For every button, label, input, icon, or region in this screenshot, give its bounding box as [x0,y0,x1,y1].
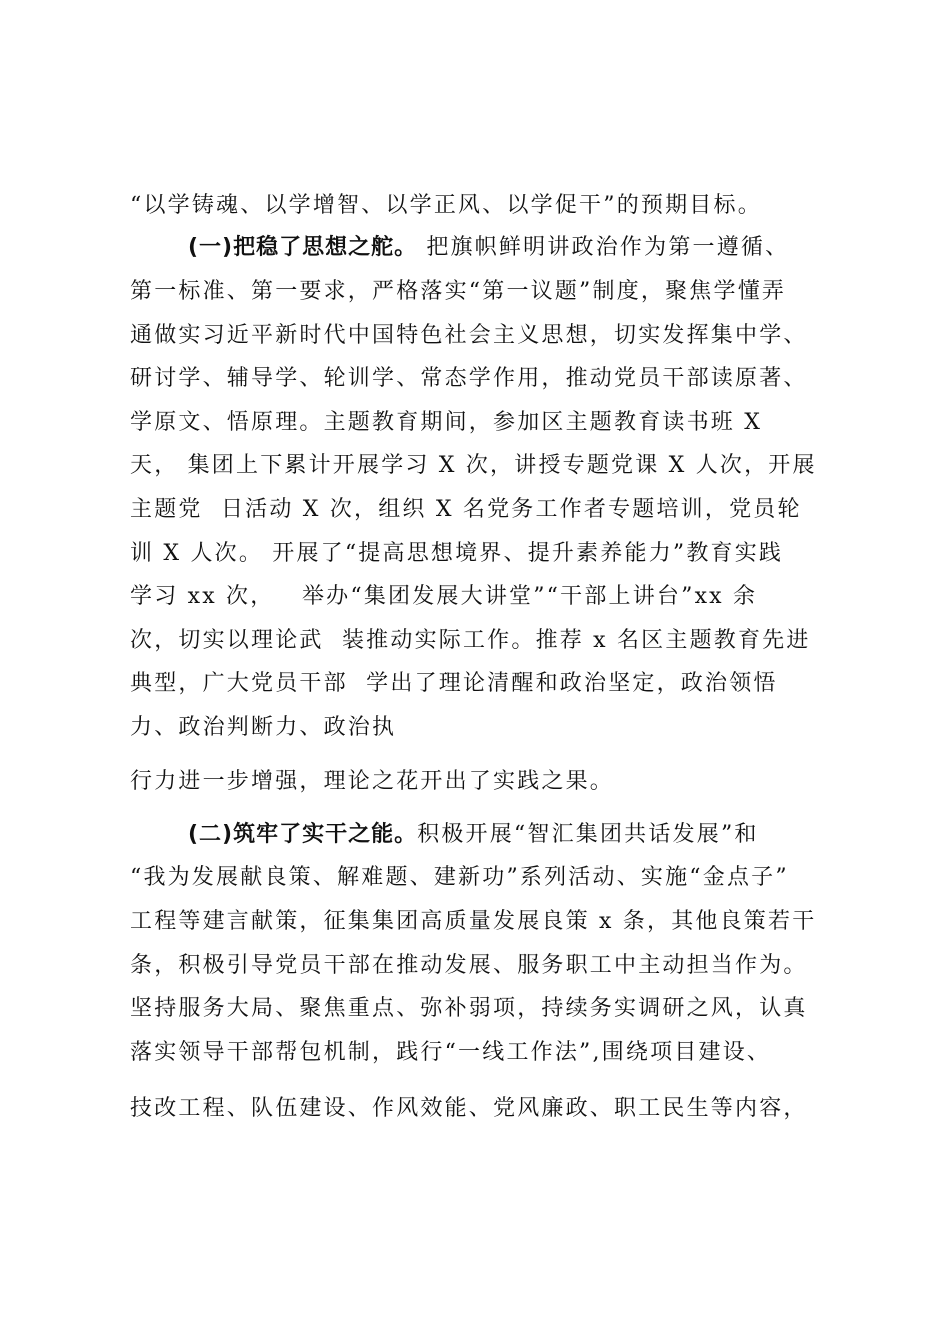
section1-first-line [188,233,789,263]
section1-line: 学原文、悟原理。主题教育期间，参加区主题教育读书班 X [130,410,763,435]
section1-line: 第一标准、第一要求，严格落实“第一议题”制度，聚焦学懂弄 [130,279,787,304]
section1-line: 研讨学、辅导学、轮训学、常态学作用，推动党员干部读原著、 [130,366,808,391]
intro-line: “以学铸魂、以学增智、以学正风、以学促干”的预期目标。 [130,193,762,218]
section2-first-line [188,820,759,850]
section1-line: 力、政治判断力、政治执 [130,715,397,740]
section1-line: 训 X 人次。 开展了“提高思想境界、提升素养能力”教育实践 [130,541,784,566]
section1-line: 天， 集团上下累计开展学习 X 次，讲授专题党课 X 人次，开展 [130,453,817,478]
section2-line: 工程等建言献策，征集集团高质量发展良策 x 条，其他良策若干 [130,909,817,934]
section2-line: 技改工程、队伍建设、作风效能、党风廉政、职工民生等内容， [130,1096,808,1121]
section1-line: 典型，广大党员干部 学出了理论清醒和政治坚定，政治领悟 [130,671,778,696]
section2-line: “我为发展献良策、解难题、建新功”系列活动、实施“金点子” [130,865,789,890]
section1-line: 次，切实以理论武 装推动实际工作。推荐 x 名区主题教育先进 [130,628,811,653]
section1-line: 行力进一步增强，理论之花开出了实践之果。 [130,769,615,794]
section2-first-line-text: 积极开展“智汇集团共话发展”和 [417,822,759,847]
section1-first-line-text: 把旗帜鲜明讲政治作为第一遵循、 [417,235,790,260]
section2-line: 坚持服务大局、聚焦重点、弥补弱项，持续务实调研之风，认真 [130,996,808,1021]
section2-heading: (二)筑牢了实干之能。 [188,822,418,847]
section2-line: 落实领导干部帮包机制，践行“一线工作法”,围绕项目建设、 [130,1040,772,1065]
section1-line: 主题党 日活动 X 次，组织 X 名党务工作者专题培训，党员轮 [130,497,802,522]
section1-heading: (一)把稳了思想之舵。 [188,235,418,260]
section2-line: 条，积极引导党员干部在推动发展、服务职工中主动担当作为。 [130,953,808,978]
section1-line: 通做实习近平新时代中国特色社会主义思想，切实发挥集中学、 [130,323,808,348]
section1-line: 学习 xx 次， 举办“集团发展大讲堂”“干部上讲台”xx 余 [130,584,758,609]
